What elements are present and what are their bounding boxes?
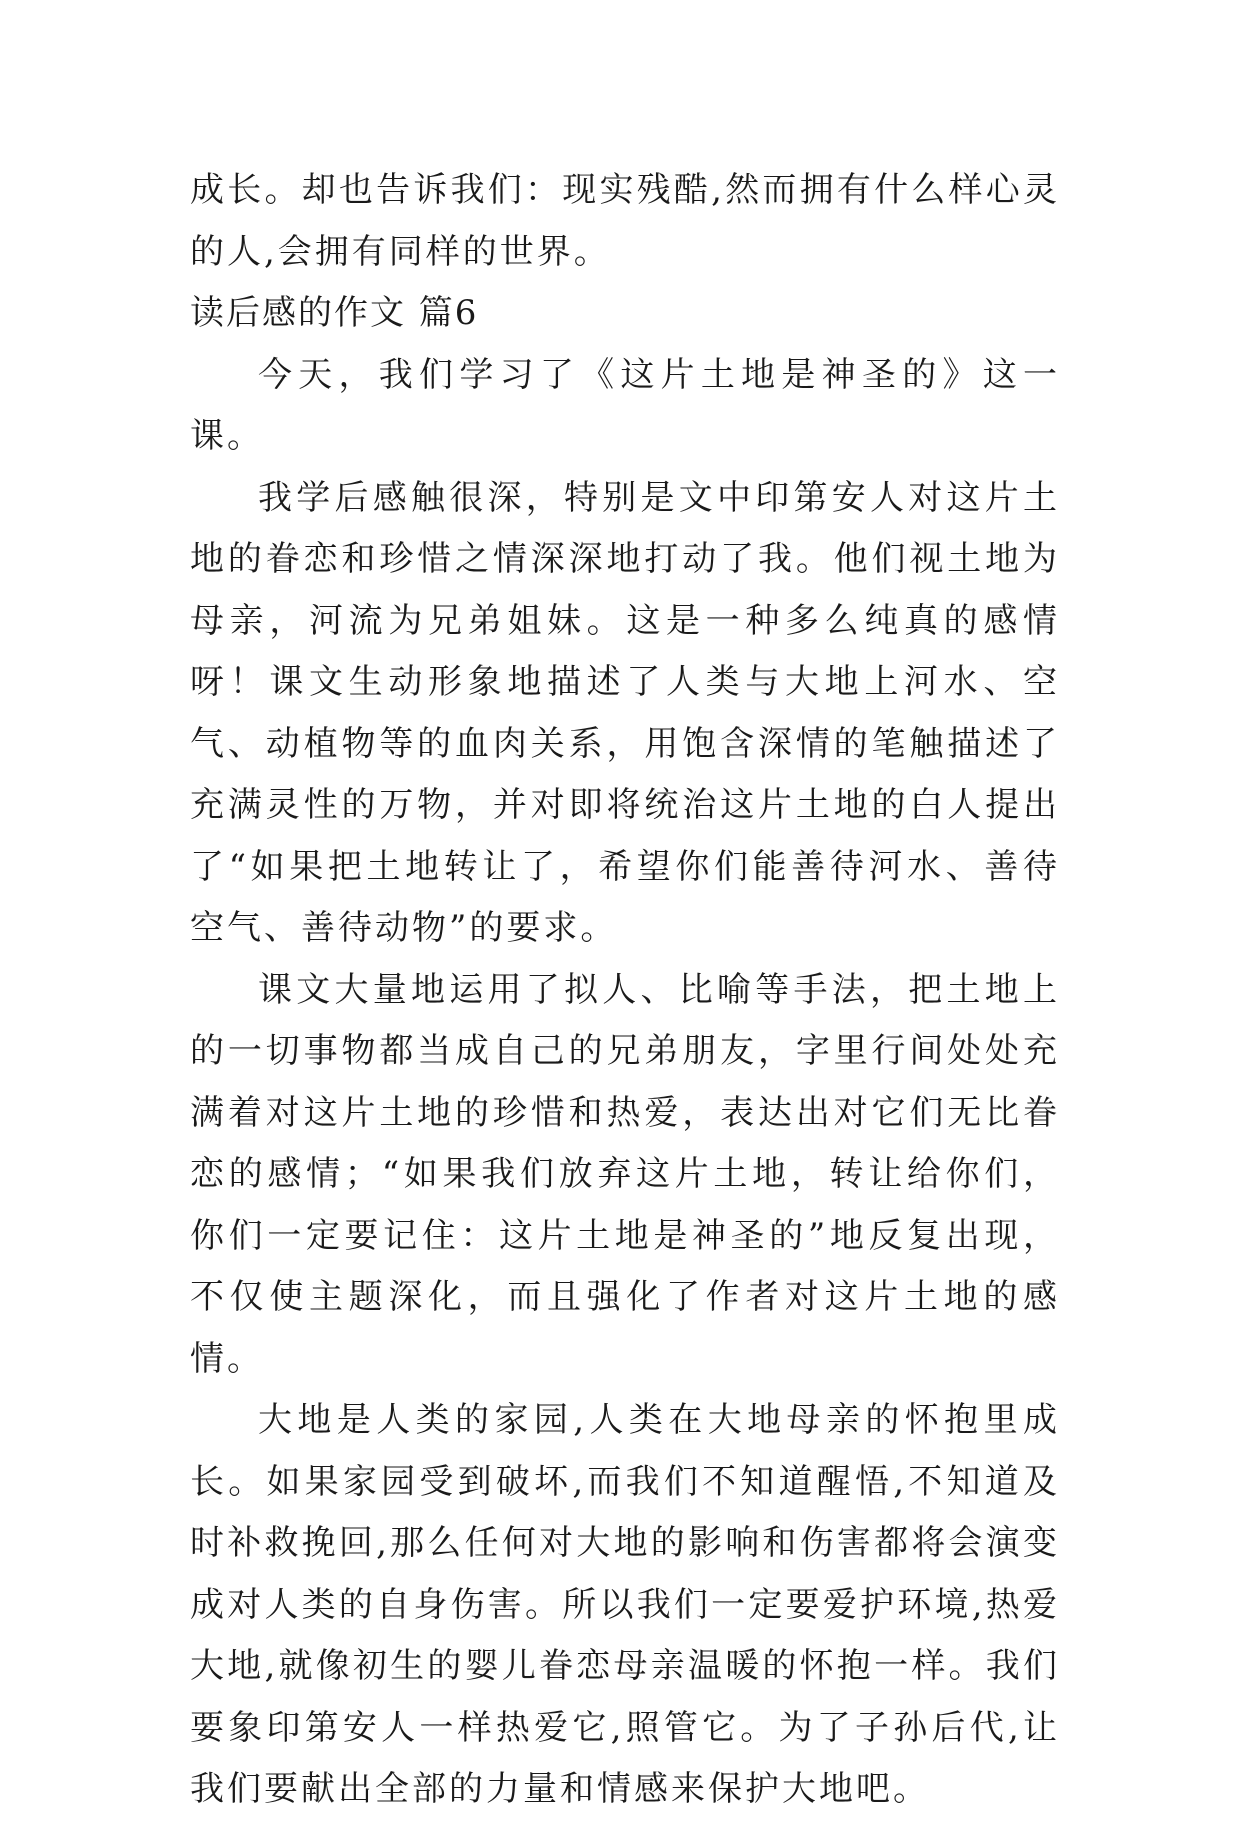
paragraph-3: 课文大量地运用了拟人、比喻等手法，把土地上的一切事物都当成自己的兄弟朋友，字里行间处处充满着对这片土地的珍惜和热爱，表达出对它们无比眷恋的感情；“如果我们放弃这片土地，转让给你们，你们一定要记住：这片土地是神圣的”地反复出现，不仅使主题深化，而且强化了作者对这片土地的感情。 [190,969,1060,1379]
paragraph-4: 大地是人类的家园,人类在大地母亲的怀抱里成长。如果家园受到破坏,而我们不知道醒悟,不知道及时补救挽回,那么任何对大地的影响和伤害都将会演变成对人类的自身伤害。所以我们一定要爱护环境,热爱大地,就像初生的婴儿眷恋母亲温暖的怀抱一样。我们要象印第安人一样热爱它,照管它。为了子孙后代,让我们要献出全部的力量和情感来保护大地吧。 [190,1400,1060,1809]
paragraph-2: 我学后感触很深，特别是文中印第安人对这片土地的眷恋和珍惜之情深深地打动了我。他们视土地为母亲，河流为兄弟姐妹。这是一种多么纯真的感情呀！课文生动形象地描述了人类与大地上河水、空气、动植物等的血肉关系，用饱含深情的笔触描述了充满灵性的万物，并对即将统治这片土地的白人提出了“如果把土地转让了，希望你们能善待河水、善待空气、善待动物”的要求。 [190,477,1060,948]
document-body [190,160,1060,1821]
section-title: 读后感的作文 篇6 [190,293,479,333]
continuation-paragraph: 成长。却也告诉我们：现实残酷,然而拥有什么样心灵的人,会拥有同样的世界。 [190,170,1060,272]
paragraph-1: 今天，我们学习了《这片土地是神圣的》这一课。 [190,354,1060,456]
